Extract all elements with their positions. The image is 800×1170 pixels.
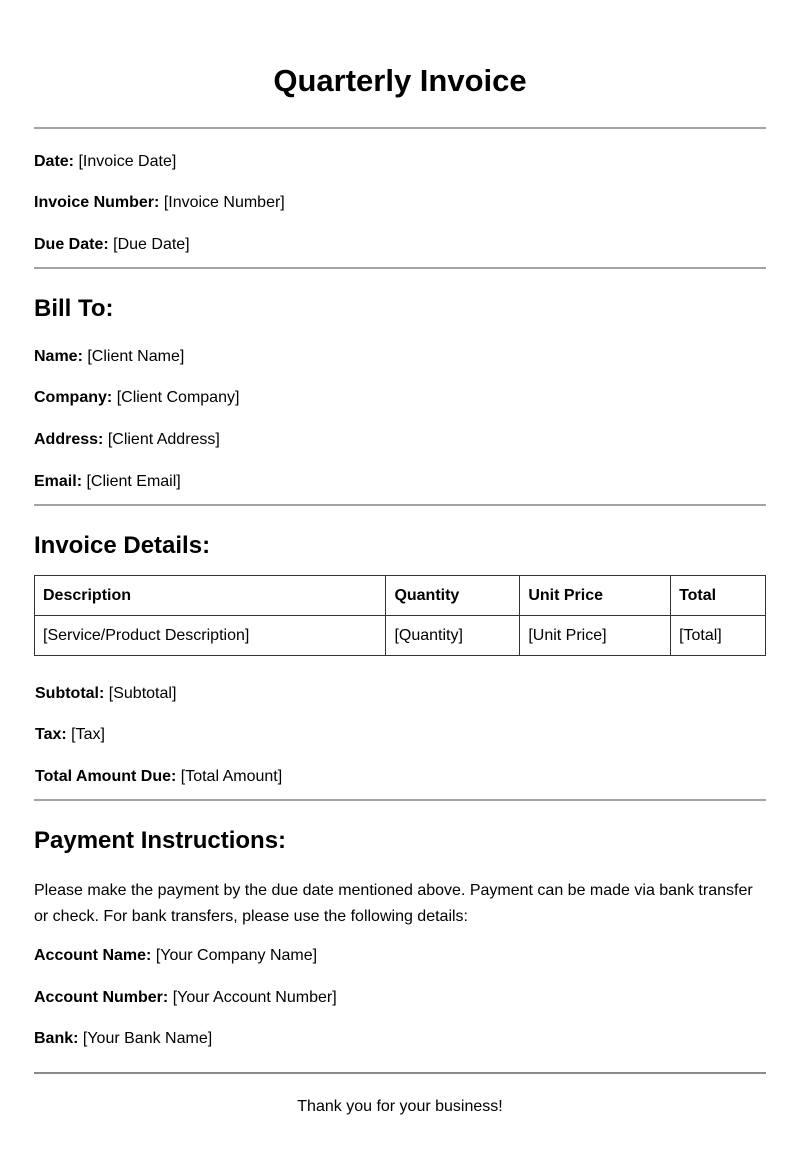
client-address-field: [34, 430, 220, 450]
divider: [34, 127, 766, 129]
bill-to-heading: Bill To:: [34, 295, 114, 322]
column-header-quantity: Quantity: [386, 576, 520, 616]
subtotal-label: Subtotal:: [35, 685, 105, 702]
due-date-label: Due Date:: [34, 236, 109, 253]
total-due-field: [35, 767, 282, 787]
account-name-label: Account Name:: [34, 947, 152, 964]
divider: [34, 799, 766, 801]
client-email-value: [Client Email]: [86, 473, 181, 490]
account-number-value: [Your Account Number]: [172, 989, 337, 1006]
date-field: [34, 152, 176, 172]
column-header-total: Total: [671, 576, 766, 616]
payment-instructions-heading: Payment Instructions:: [34, 827, 287, 854]
client-company-field: [34, 388, 239, 408]
column-header-unit-price: Unit Price: [520, 576, 671, 616]
account-name-value: [Your Company Name]: [155, 947, 318, 964]
total-due-label: Total Amount Due:: [35, 768, 177, 785]
client-name-field: [34, 347, 184, 367]
due-date-field: [34, 235, 190, 255]
total-due-value: [Total Amount]: [180, 768, 283, 785]
client-name-value: [Client Name]: [87, 348, 185, 365]
divider: [34, 1072, 766, 1074]
cell-total: [Total]: [671, 616, 766, 656]
divider: [34, 267, 766, 269]
client-company-value: [Client Company]: [116, 389, 240, 406]
column-header-description: Description: [35, 576, 386, 616]
bank-value: [Your Bank Name]: [82, 1030, 213, 1047]
tax-field: [35, 725, 105, 745]
client-email-field: [34, 472, 181, 492]
table-row: [35, 616, 766, 656]
subtotal-field: [35, 684, 176, 704]
invoice-details-heading: Invoice Details:: [34, 532, 211, 559]
client-email-label: Email:: [34, 473, 83, 490]
page-title: Quarterly Invoice: [273, 63, 527, 98]
account-number-field: [34, 988, 337, 1008]
client-address-label: Address:: [34, 431, 104, 448]
subtotal-value: [Subtotal]: [108, 685, 177, 702]
bank-field: [34, 1029, 212, 1049]
tax-value: [Tax]: [71, 726, 105, 743]
account-number-label: Account Number:: [34, 989, 169, 1006]
table-header-row: [35, 576, 766, 616]
date-value: [Invoice Date]: [78, 153, 177, 170]
invoice-number-field: [34, 193, 285, 213]
date-label: Date:: [34, 153, 75, 170]
cell-quantity: [Quantity]: [386, 616, 520, 656]
invoice-items-table: [34, 575, 766, 656]
divider: [34, 504, 766, 506]
bank-label: Bank:: [34, 1030, 79, 1047]
cell-description: [Service/Product Description]: [35, 616, 386, 656]
footer-thank-you: Thank you for your business!: [297, 1098, 503, 1115]
client-company-label: Company:: [34, 389, 113, 406]
client-name-label: Name:: [34, 348, 83, 365]
client-address-value: [Client Address]: [107, 431, 220, 448]
payment-paragraph: Please make the payment by the due date mentioned above. Payment can be made via bank transfer or check. For bank transfers, please use the following details:: [34, 882, 753, 925]
cell-unit-price: [Unit Price]: [520, 616, 671, 656]
tax-label: Tax:: [35, 726, 67, 743]
account-name-field: [34, 946, 317, 966]
due-date-value: [Due Date]: [113, 236, 190, 253]
invoice-number-value: [Invoice Number]: [163, 194, 285, 211]
invoice-number-label: Invoice Number:: [34, 194, 160, 211]
